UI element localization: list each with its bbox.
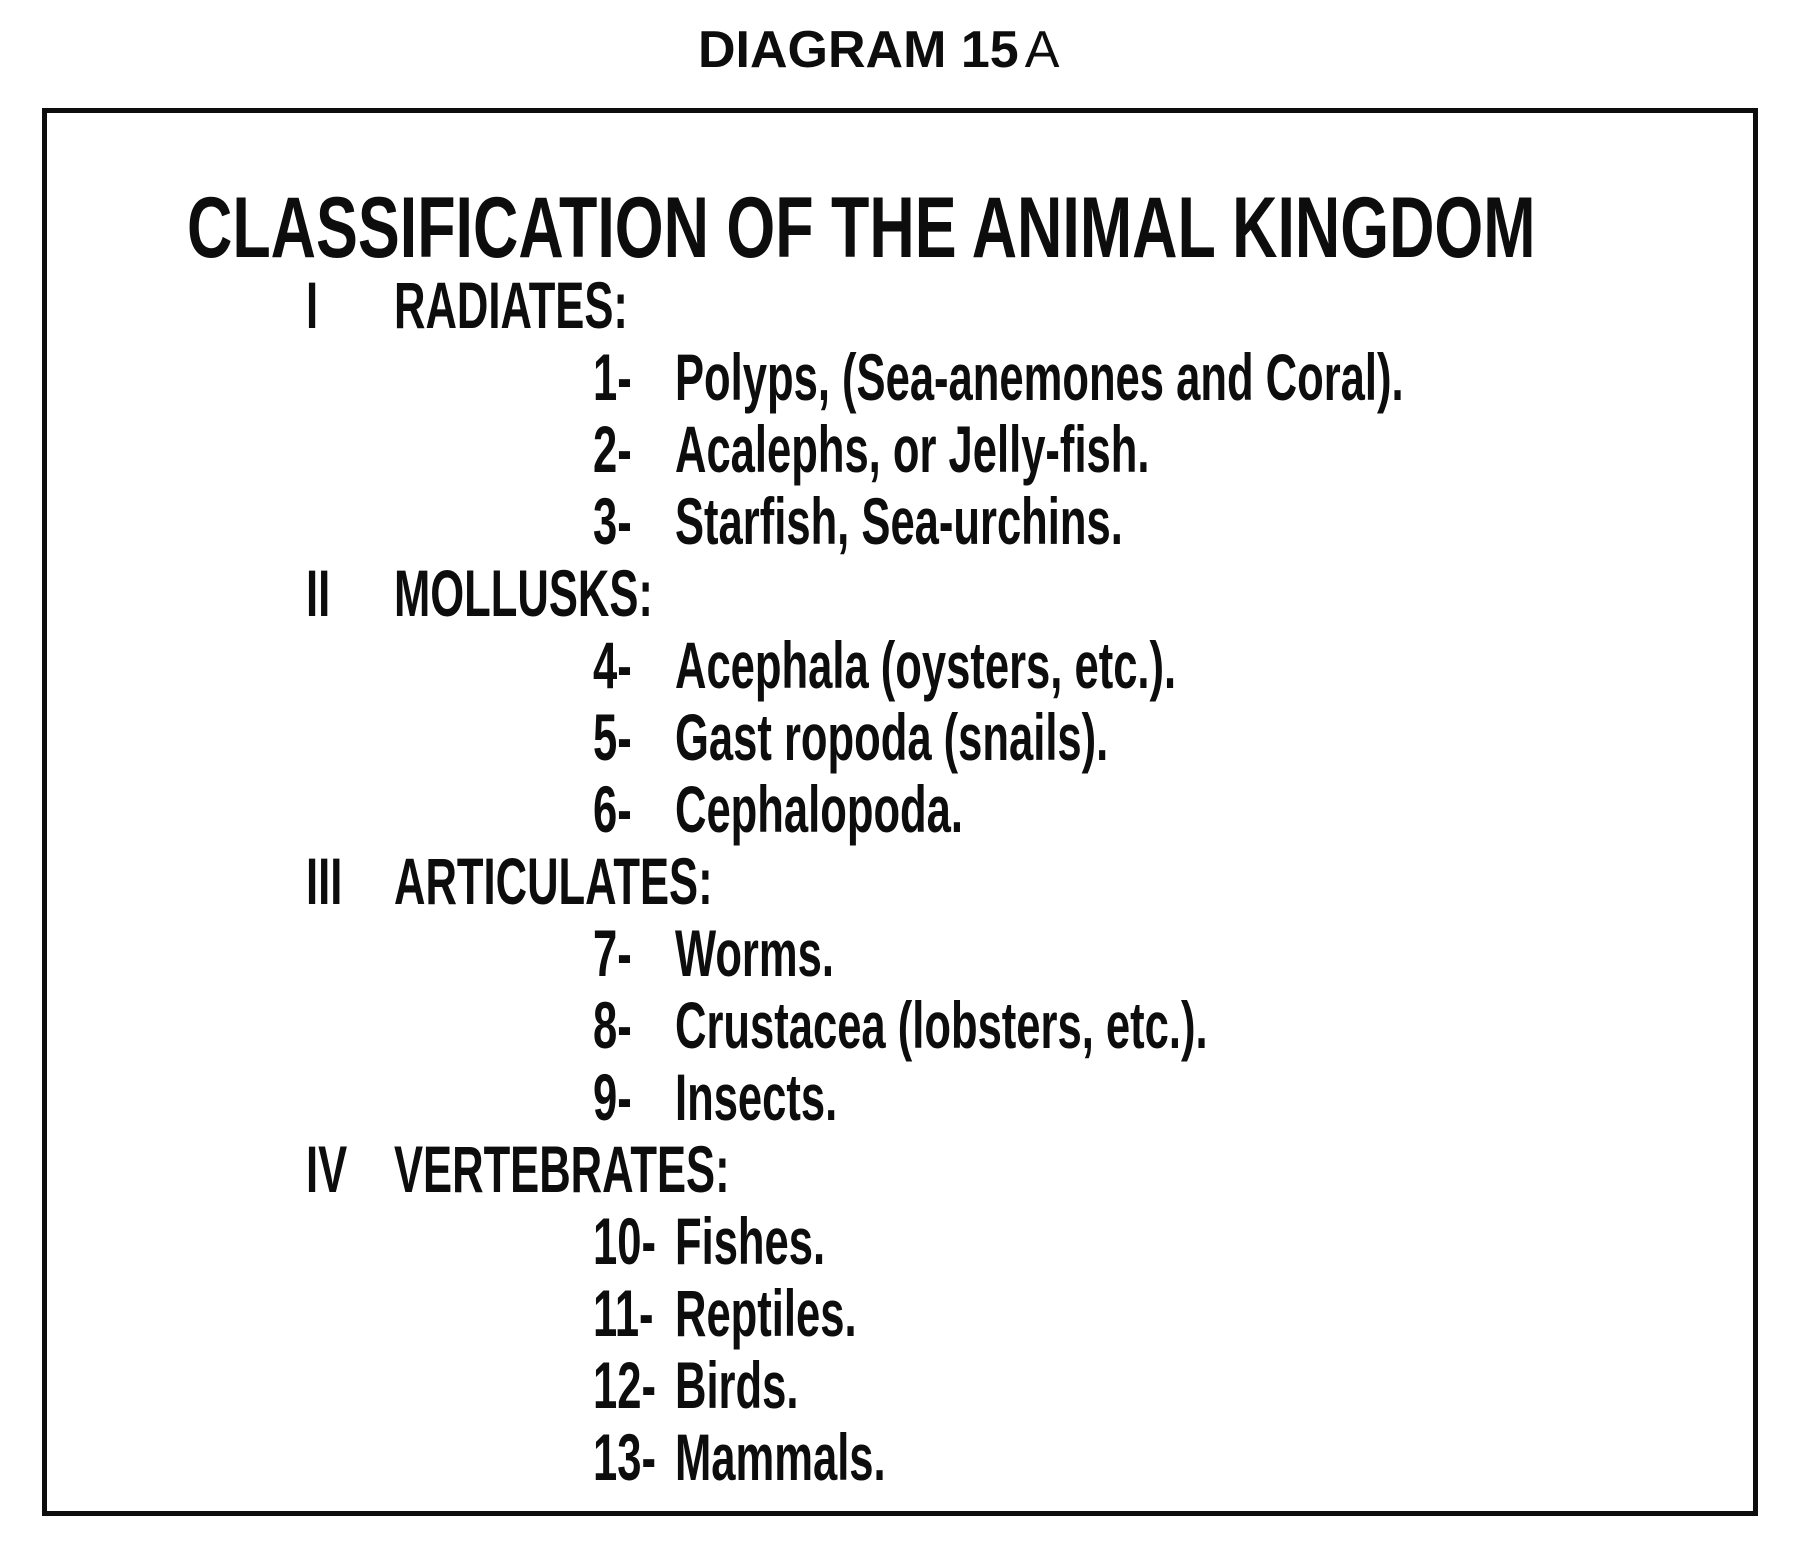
list-item (47, 629, 1753, 701)
figure-label (698, 20, 1059, 80)
item-number: 2- (593, 412, 632, 486)
item-text: Cephalopoda. (675, 772, 963, 846)
item-number: 6- (593, 772, 632, 846)
figure-label-suffix: A (1024, 21, 1060, 79)
item-number: 13- (593, 1420, 656, 1494)
item-number: 10- (593, 1204, 656, 1278)
section-header (47, 1133, 1753, 1205)
item-text: Fishes. (675, 1204, 826, 1278)
list-item (47, 773, 1753, 845)
list-item (47, 1061, 1753, 1133)
item-text: Acephala (oysters, etc.). (675, 628, 1177, 702)
list-item (47, 1205, 1753, 1277)
section-numeral: I (306, 268, 319, 342)
section-name: VERTEBRATES: (394, 1132, 730, 1206)
item-number: 8- (593, 988, 632, 1062)
section-numeral: II (306, 556, 331, 630)
section-header (47, 845, 1753, 917)
section-name: MOLLUSKS: (394, 556, 653, 630)
item-text: Worms. (675, 916, 834, 990)
list-item (47, 1277, 1753, 1349)
item-text: Starfish, Sea-urchins. (675, 484, 1123, 558)
section-header (47, 557, 1753, 629)
list-item (47, 413, 1753, 485)
list-item (47, 701, 1753, 773)
item-text: Mammals. (675, 1420, 886, 1494)
item-text: Birds. (675, 1348, 799, 1422)
list-item (47, 1421, 1753, 1493)
diagram-title: CLASSIFICATION OF THE ANIMAL KINGDOM (187, 180, 1536, 276)
section-name: RADIATES: (394, 268, 628, 342)
item-number: 7- (593, 916, 632, 990)
section-numeral: IV (306, 1132, 348, 1206)
classification-list (47, 269, 1753, 1493)
item-number: 9- (593, 1060, 632, 1134)
item-number: 11- (593, 1276, 654, 1350)
list-item (47, 485, 1753, 557)
item-number: 5- (593, 700, 632, 774)
item-number: 12- (593, 1348, 656, 1422)
item-text: Polyps, (Sea-anemones and Coral). (675, 340, 1404, 414)
diagram-border-box (42, 108, 1758, 1516)
list-item (47, 341, 1753, 413)
section-name: ARTICULATES: (394, 844, 713, 918)
list-item (47, 989, 1753, 1061)
item-text: Gast ropoda (snails). (675, 700, 1109, 774)
item-number: 1- (593, 340, 632, 414)
list-item (47, 1349, 1753, 1421)
item-number: 4- (593, 628, 632, 702)
item-text: Crustacea (lobsters, etc.). (675, 988, 1208, 1062)
figure-label-number: DIAGRAM 15 (698, 21, 1019, 79)
list-item (47, 917, 1753, 989)
item-number: 3- (593, 484, 632, 558)
section-numeral: III (306, 844, 343, 918)
item-text: Insects. (675, 1060, 838, 1134)
item-text: Acalephs, or Jelly-fish. (675, 412, 1150, 486)
item-text: Reptiles. (675, 1276, 857, 1350)
section-header (47, 269, 1753, 341)
